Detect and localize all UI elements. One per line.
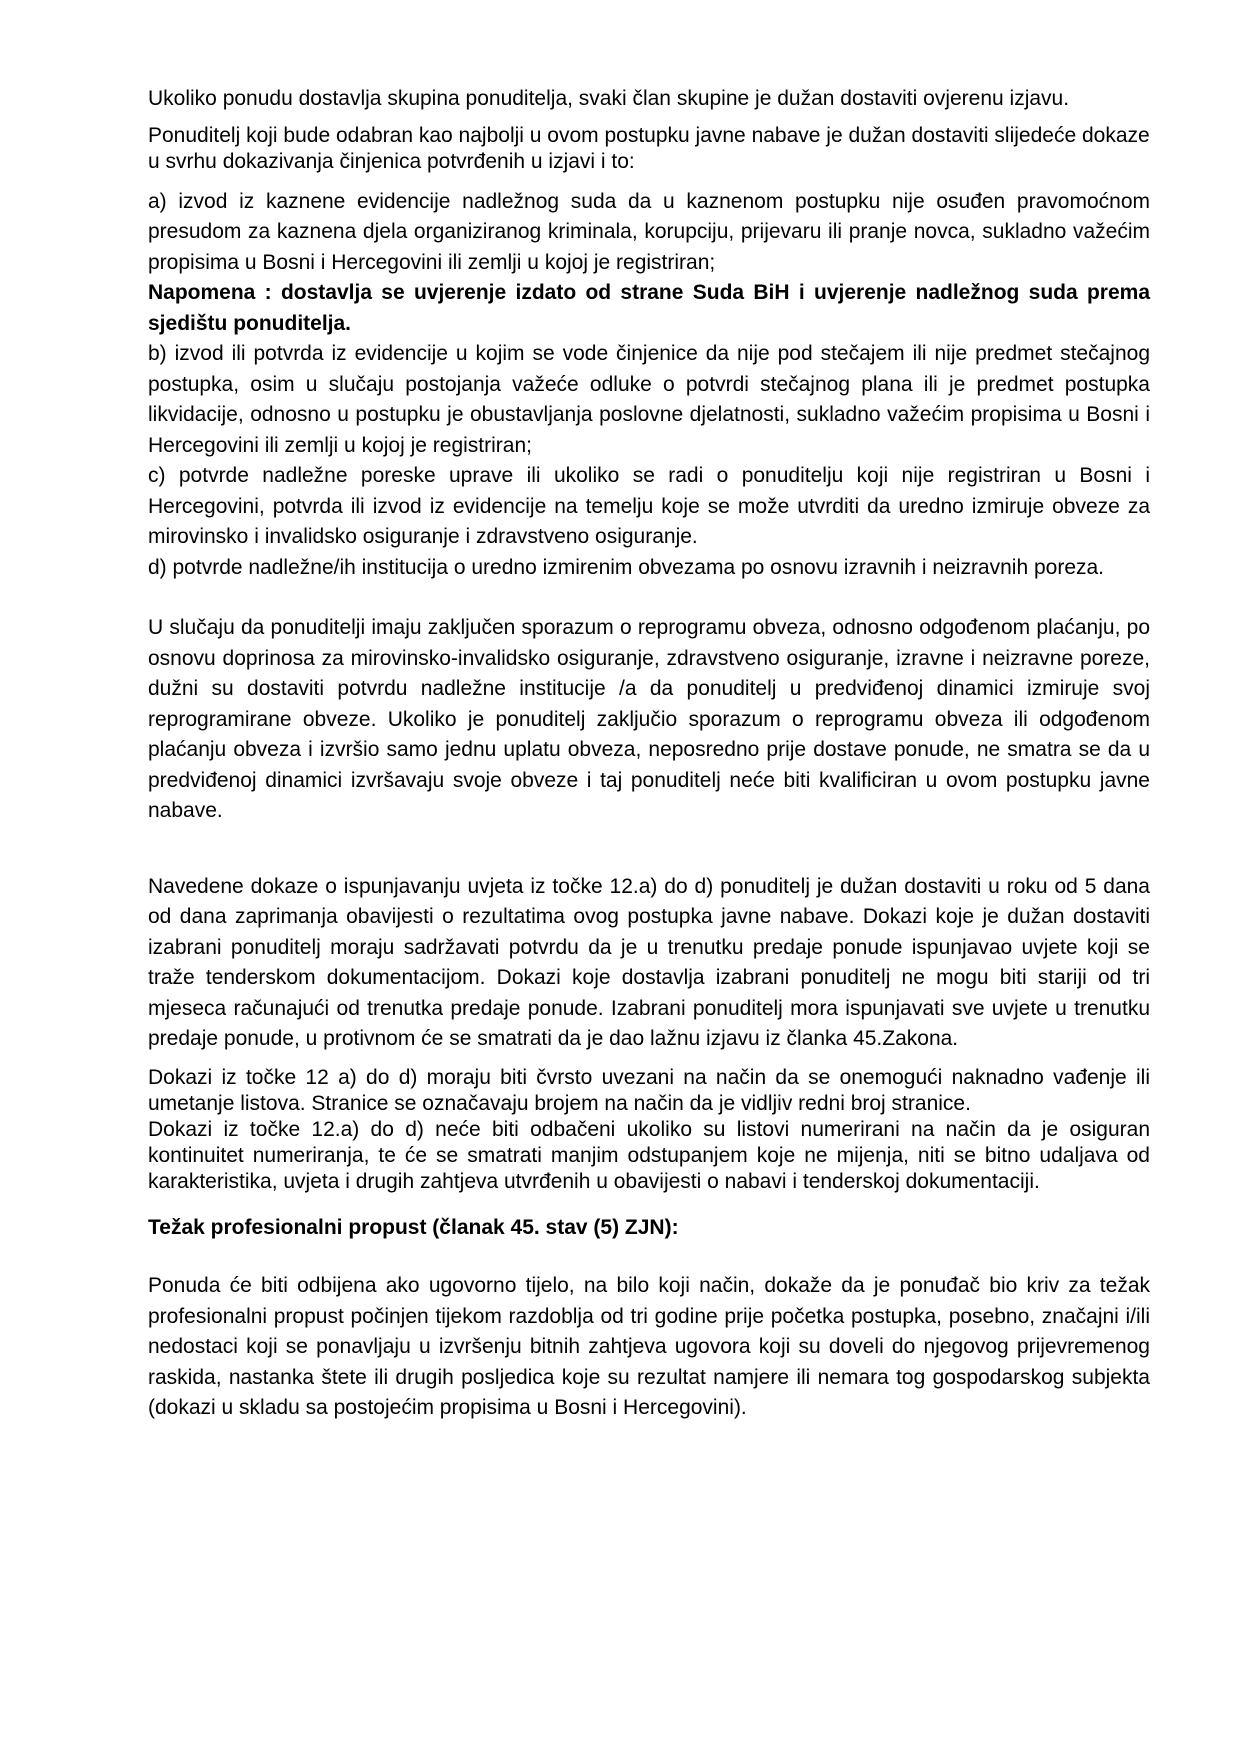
list-item-d: d) potvrde nadležne/ih institucija o uredno izmirenim obvezama po osnovu izravnih i neizravnih poreza.	[148, 555, 1105, 579]
list-item-c: c) potvrde nadležne poreske uprave ili ukoliko se radi o ponuditelju koji nije registriran u Bosni i Hercegovini, potvrda ili izvod iz evidencije na temelju koje se može utvrditi da uredno izmiruje obveze za mirovinsko i invalidsko osiguranje i zdravstveno osiguranje.	[148, 464, 1150, 548]
note-paragraph: Napomena : dostavlja se uvjerenje izdato od strane Suda BiH i uvjerenje nadležnog suda prema sjedištu ponuditelja.	[148, 281, 1150, 335]
paragraph-professional-misconduct: Ponuda će biti odbijena ako ugovorno tijelo, na bilo koji način, dokaže da je ponuđač bio kriv za težak profesionalni propust počinjen tijekom razdoblja od tri godine prije početka postupka, posebno, značajni i/ili nedostaci koji se ponavljaju u izvršenju bitnih zahtjeva ugovora koji su doveli do njegovog prijevremenog raskida, nastanka štete ili drugih posljedica koje su rezultat namjere ili nemara tog gospodarskog subjekta (dokazi u skladu sa postojećim propisima u Bosni i Hercegovini).	[148, 1274, 1150, 1419]
paragraph-reprogram: U slučaju da ponuditelji imaju zaključen sporazum o reprogramu obveza, odnosno odgođenom plaćanju, po osnovu doprinosa za mirovinsko-invalidsko osiguranje, zdravstveno osiguranje, izravne i neizravne poreze, dužni su dostaviti potvrdu nadležne institucije /a da ponuditelj u predviđenoj dinamici izmiruje svoj reprogramirane obveze. Ukoliko je ponuditelj zaključio sporazum o reprogramu obveza ili odgođenom plaćanju obveza i izvršio samo jednu uplatu obveza, neposredno prije dostave ponude, ne smatra se da u predviđenoj dinamici izvršavaju svoje obveze i taj ponuditelj neće biti kvalificiran u ovom postupku javne nabave.	[148, 616, 1150, 822]
paragraph-deadline: Navedene dokaze o ispunjavanju uvjeta iz točke 12.a) do d) ponuditelj je dužan dostaviti u roku od 5 dana od dana zaprimanja obavijesti o rezultatima ovog postupka javne nabave. Dokazi koje je dužan dostaviti izabrani ponuditelj moraju sadržavati potvrdu da je u trenutku predaje ponude ispunjavao uvjete koji se traže tenderskom dokumentacijom. Dokazi koje dostavlja izabrani ponuditelj ne mogu biti stariji od tri mjeseca računajući od trenutka predaje ponude. Izabrani ponuditelj mora ispunjavati sve uvjete u trenutku predaje ponude, u protivnom će se smatrati da je dao lažnu izjavu iz članka 45.Zakona.	[148, 874, 1150, 1050]
document-page	[148, 84, 1150, 1424]
section-heading: Težak profesionalni propust (članak 45. stav (5) ZJN):	[148, 1215, 679, 1239]
paragraph-group-statement: Ukoliko ponudu dostavlja skupina ponuditelja, svaki član skupine je dužan dostaviti ovjerenu izjavu.	[148, 87, 1070, 110]
paragraph-numbering: Dokazi iz točke 12.a) do d) neće biti odbačeni ukoliko su listovi numerirani na način da je osiguran kontinuitet numeriranja, te će se smatrati manjim odstupanjem koje ne mijenja, niti se bitno udaljava od karakteristika, uvjeta i drugih zahtjeva utvrđenih u obavijesti o nabavi i tenderskoj dokumentaciji.	[148, 1117, 1150, 1193]
list-item-b: b) izvod ili potvrda iz evidencije u kojim se vode činjenice da nije pod stečajem ili nije predmet stečajnog postupka, osim u slučaju postojanja važeće odluke o potvrdi stečajnog plana ili je predmet postupka likvidacije, odnosno u postupku je obustavljanja poslovne djelatnosti, sukladno važećim propisima u Bosni i Hercegovini ili zemlji u kojoj je registriran;	[148, 342, 1150, 457]
list-item-a: a) izvod iz kaznene evidencije nadležnog suda da u kaznenom postupku nije osuđen pravomoćnom presudom za kaznena djela organiziranog kriminala, korupciju, prijevaru ili pranje novca, sukladno važećim propisima u Bosni i Hercegovini ili zemlji u kojoj je registriran;	[148, 189, 1150, 274]
paragraph-evidence-intro: Ponuditelj koji bude odabran kao najbolji u ovom postupku javne nabave je dužan dostaviti slijedeće dokaze u svrhu dokazivanja činjenica potvrđenih u izjavi i to:	[148, 123, 1150, 173]
paragraph-binding: Dokazi iz točke 12 a) do d) moraju biti čvrsto uvezani na način da se onemogući naknadno vađenje ili umetanje listova. Stranice se označavaju brojem na način da je vidljiv redni broj stranice.	[148, 1065, 1150, 1115]
